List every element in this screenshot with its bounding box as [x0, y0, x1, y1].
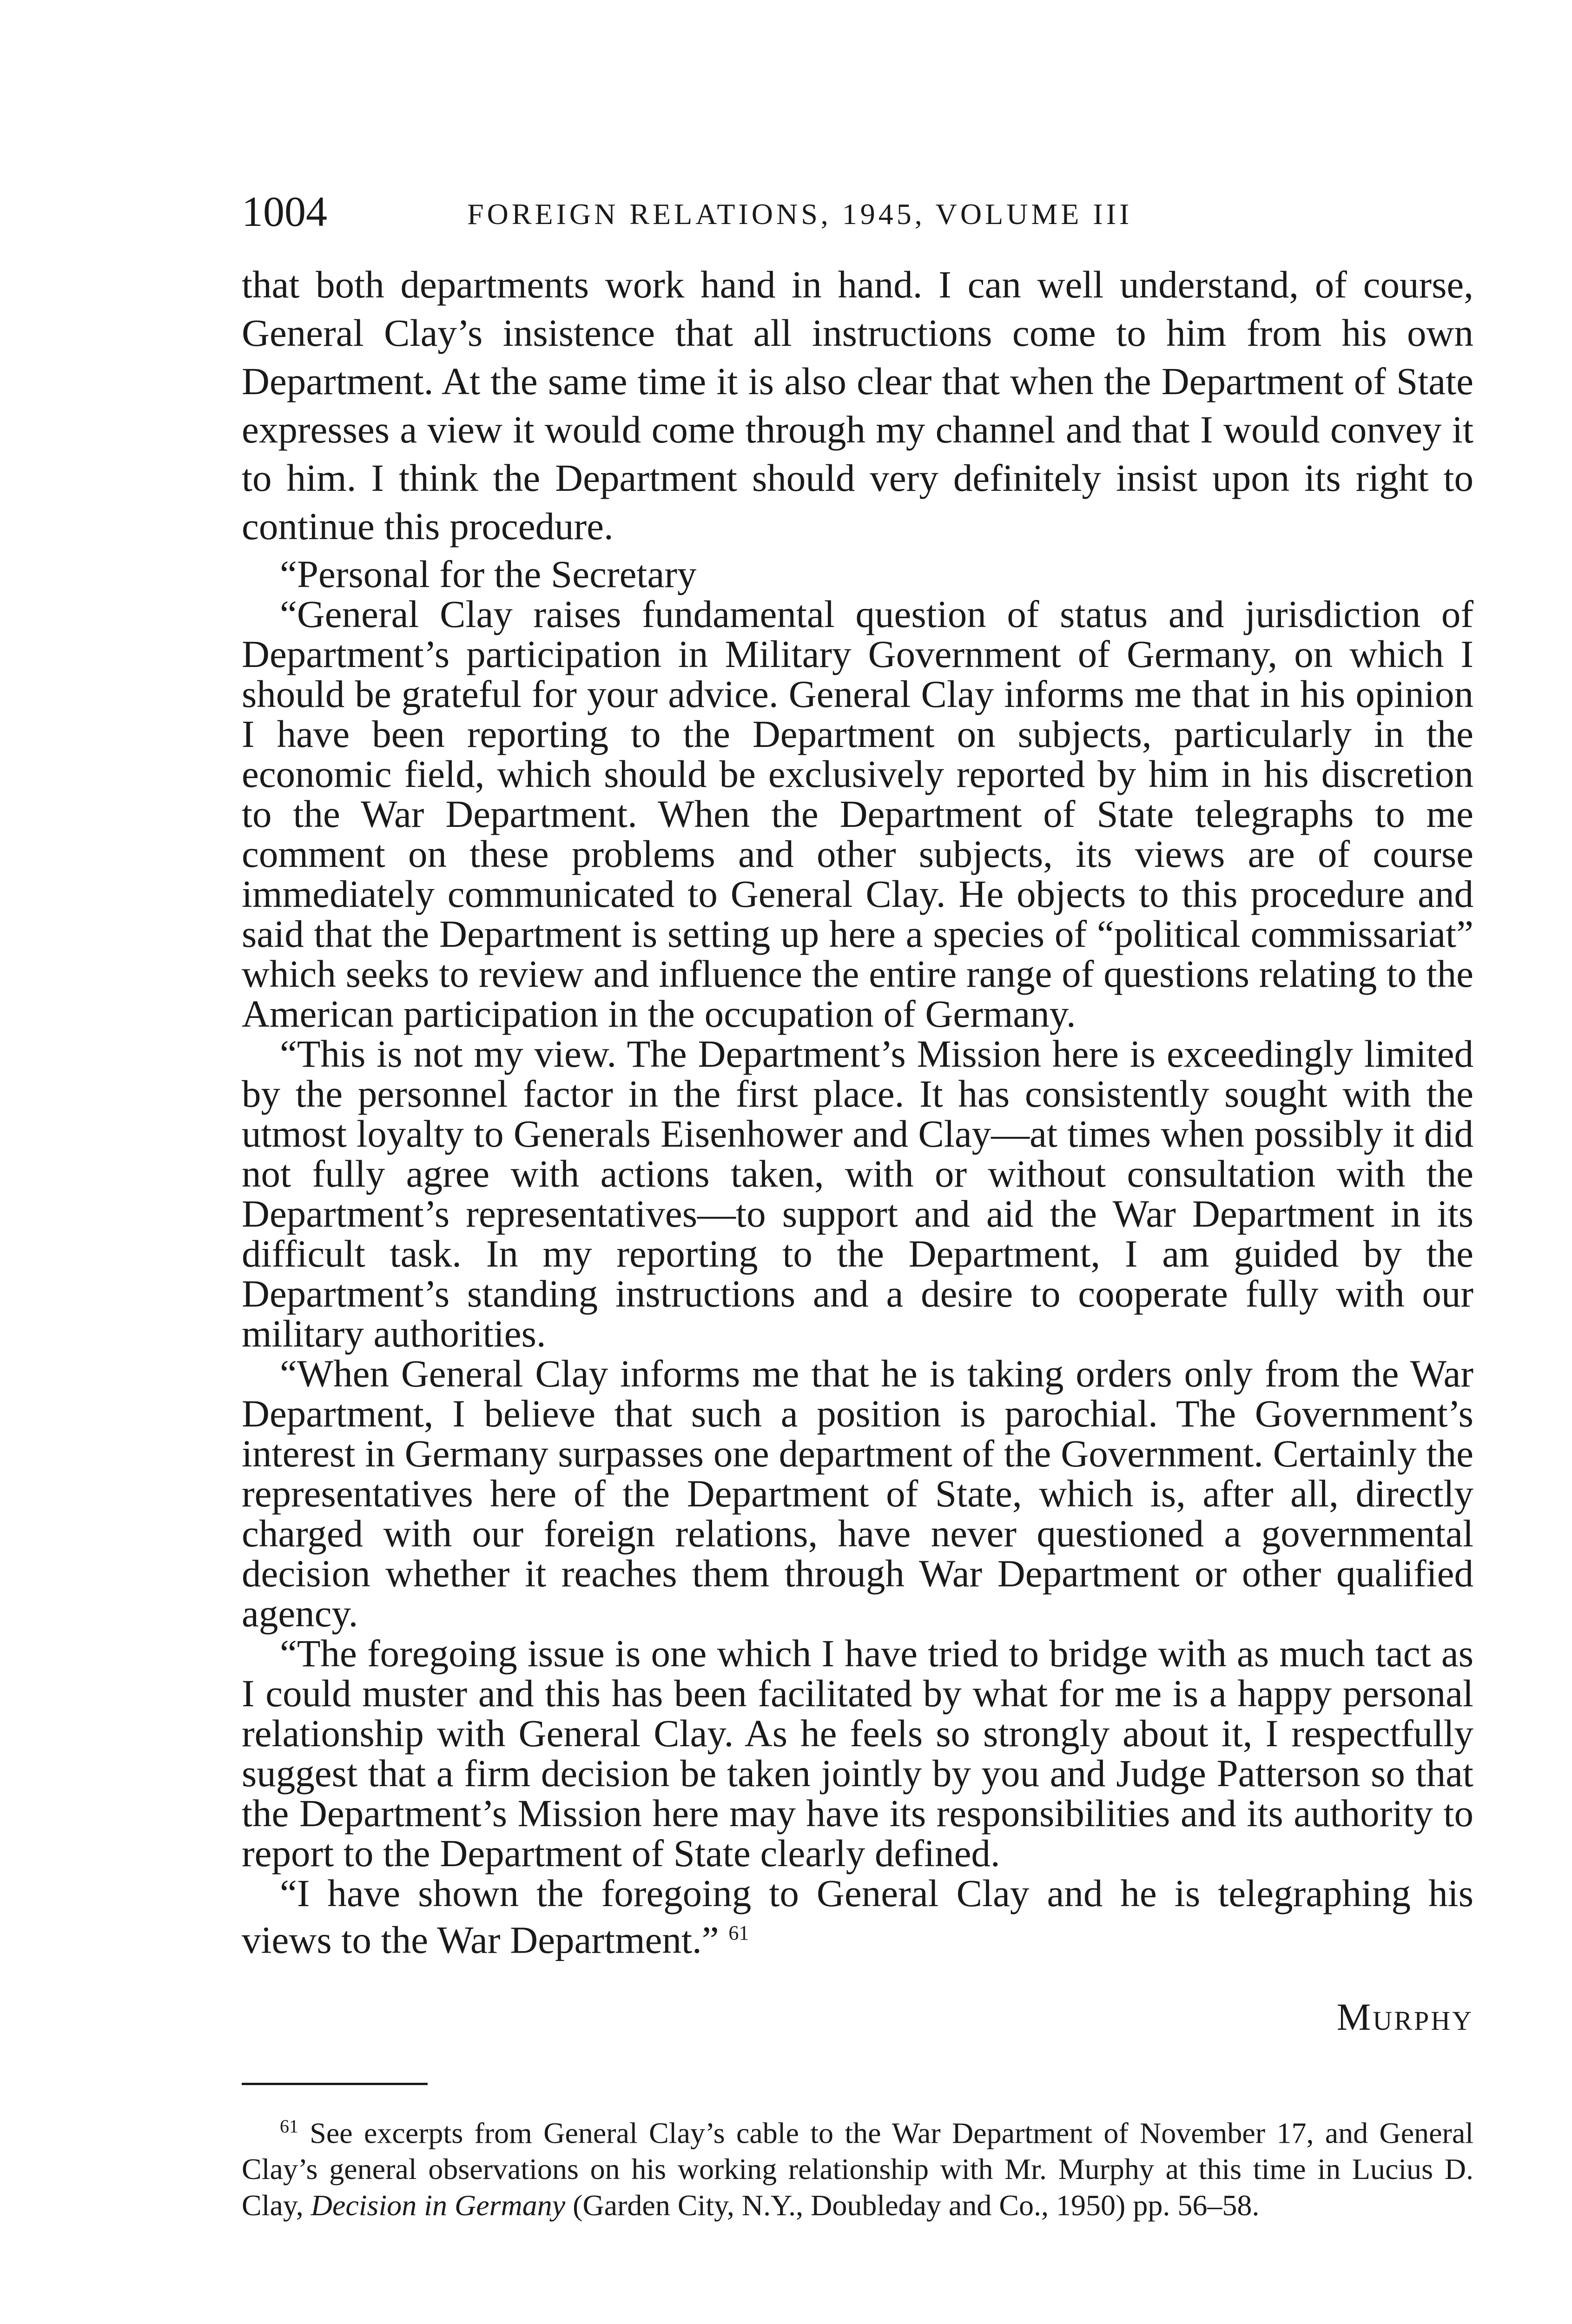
footnote-reference: 61 — [728, 1921, 749, 1944]
footnote-book-title: Decision in Germany — [310, 2188, 566, 2222]
footnote-text-before: See excerpts from General Clay’s cable to the War Department of November 17, and General Clay’s general observations on his working relationship with Mr. Murphy at this time in Lucius D. Clay, — [242, 2116, 1473, 2222]
paragraph-status-question: “General Clay raises fundamental question of status and jurisdiction of Department’s participation in Military Government of Germany, on which I should be grateful for your advice. General Clay informs me that in his opinion I have been reporting to the Department on subjects, particularly in the economic field, which should be exclusively reported by him in his discretion to the War Department. When the Department of State telegraphs to me comment on these problems and other subjects, its views are of course immediately communicated to General Clay. He objects to this procedure and said that the Department is setting up here a species of “political commissariat” which seeks to review and influence the entire range of questions relating to the American participation in the occupation of Germany. — [242, 593, 1473, 1035]
paragraph-war-department-orders: “When General Clay informs me that he is taking orders only from the War Department, I believe that such a position is parochial. The Government’s interest in Germany surpasses one department of the Government. Certainly the representatives here of the Department of State, which is, after all, directly charged with our foreign relations, have never questioned a governmental decision whether it reaches them through War Department or other qualified agency. — [242, 1352, 1473, 1635]
signature: Murphy — [1336, 1995, 1473, 2038]
footnote — [242, 2108, 1473, 2224]
footnote-text-after: (Garden City, N.Y., Doubleday and Co., 1950) pp. 56–58. — [565, 2188, 1260, 2222]
paragraph-not-my-view: “This is not my view. The Department’s Mission here is exceedingly limited by the personnel factor in the first place. It has consistently sought with the utmost loyalty to Generals Eisenhower and Clay—at times when possibly it did not fully agree with actions taken, with or without consultation with the Department’s representatives—to support and aid the War Department in its difficult task. In my reporting to the Department, I am guided by the Department’s standing instructions and a desire to cooperate fully with our military authorities. — [242, 1032, 1473, 1355]
running-head: FOREIGN RELATIONS, 1945, VOLUME III — [467, 198, 1133, 231]
footnote-marker: 61 — [280, 2115, 298, 2137]
page-number: 1004 — [242, 188, 327, 235]
paragraph-continued: that both departments work hand in hand. I can well understand, of course, General Clay’s insistence that all instructions come to him from his own Department. At the same time it is also clear that when the Department of State expresses a view it would come through my channel and that I would convey it to him. I think the Department should very definitely insist upon its right to continue this procedure. — [242, 263, 1473, 548]
paragraph-foregoing-issue: “The foregoing issue is one which I have tried to bridge with as much tact as I could muster and this has been facilitated by what for me is a happy personal relationship with General Clay. As he feels so strongly about it, I respectfully suggest that a firm decision be taken jointly by you and Judge Patterson so that the Department’s Mission here may have its responsibilities and its authority to report to the Department of State clearly defined. — [242, 1632, 1473, 1875]
page-header — [242, 186, 1473, 237]
paragraph-personal-heading: “Personal for the Secretary — [280, 553, 697, 595]
footnote-rule — [242, 2083, 428, 2085]
paragraph-shown-to-clay — [242, 1873, 1473, 1960]
document-body — [242, 260, 1473, 2224]
last-paragraph-text: “I have shown the foregoing to General Clay and he is telegraphing his views to the War Department.” — [242, 1872, 1473, 1961]
